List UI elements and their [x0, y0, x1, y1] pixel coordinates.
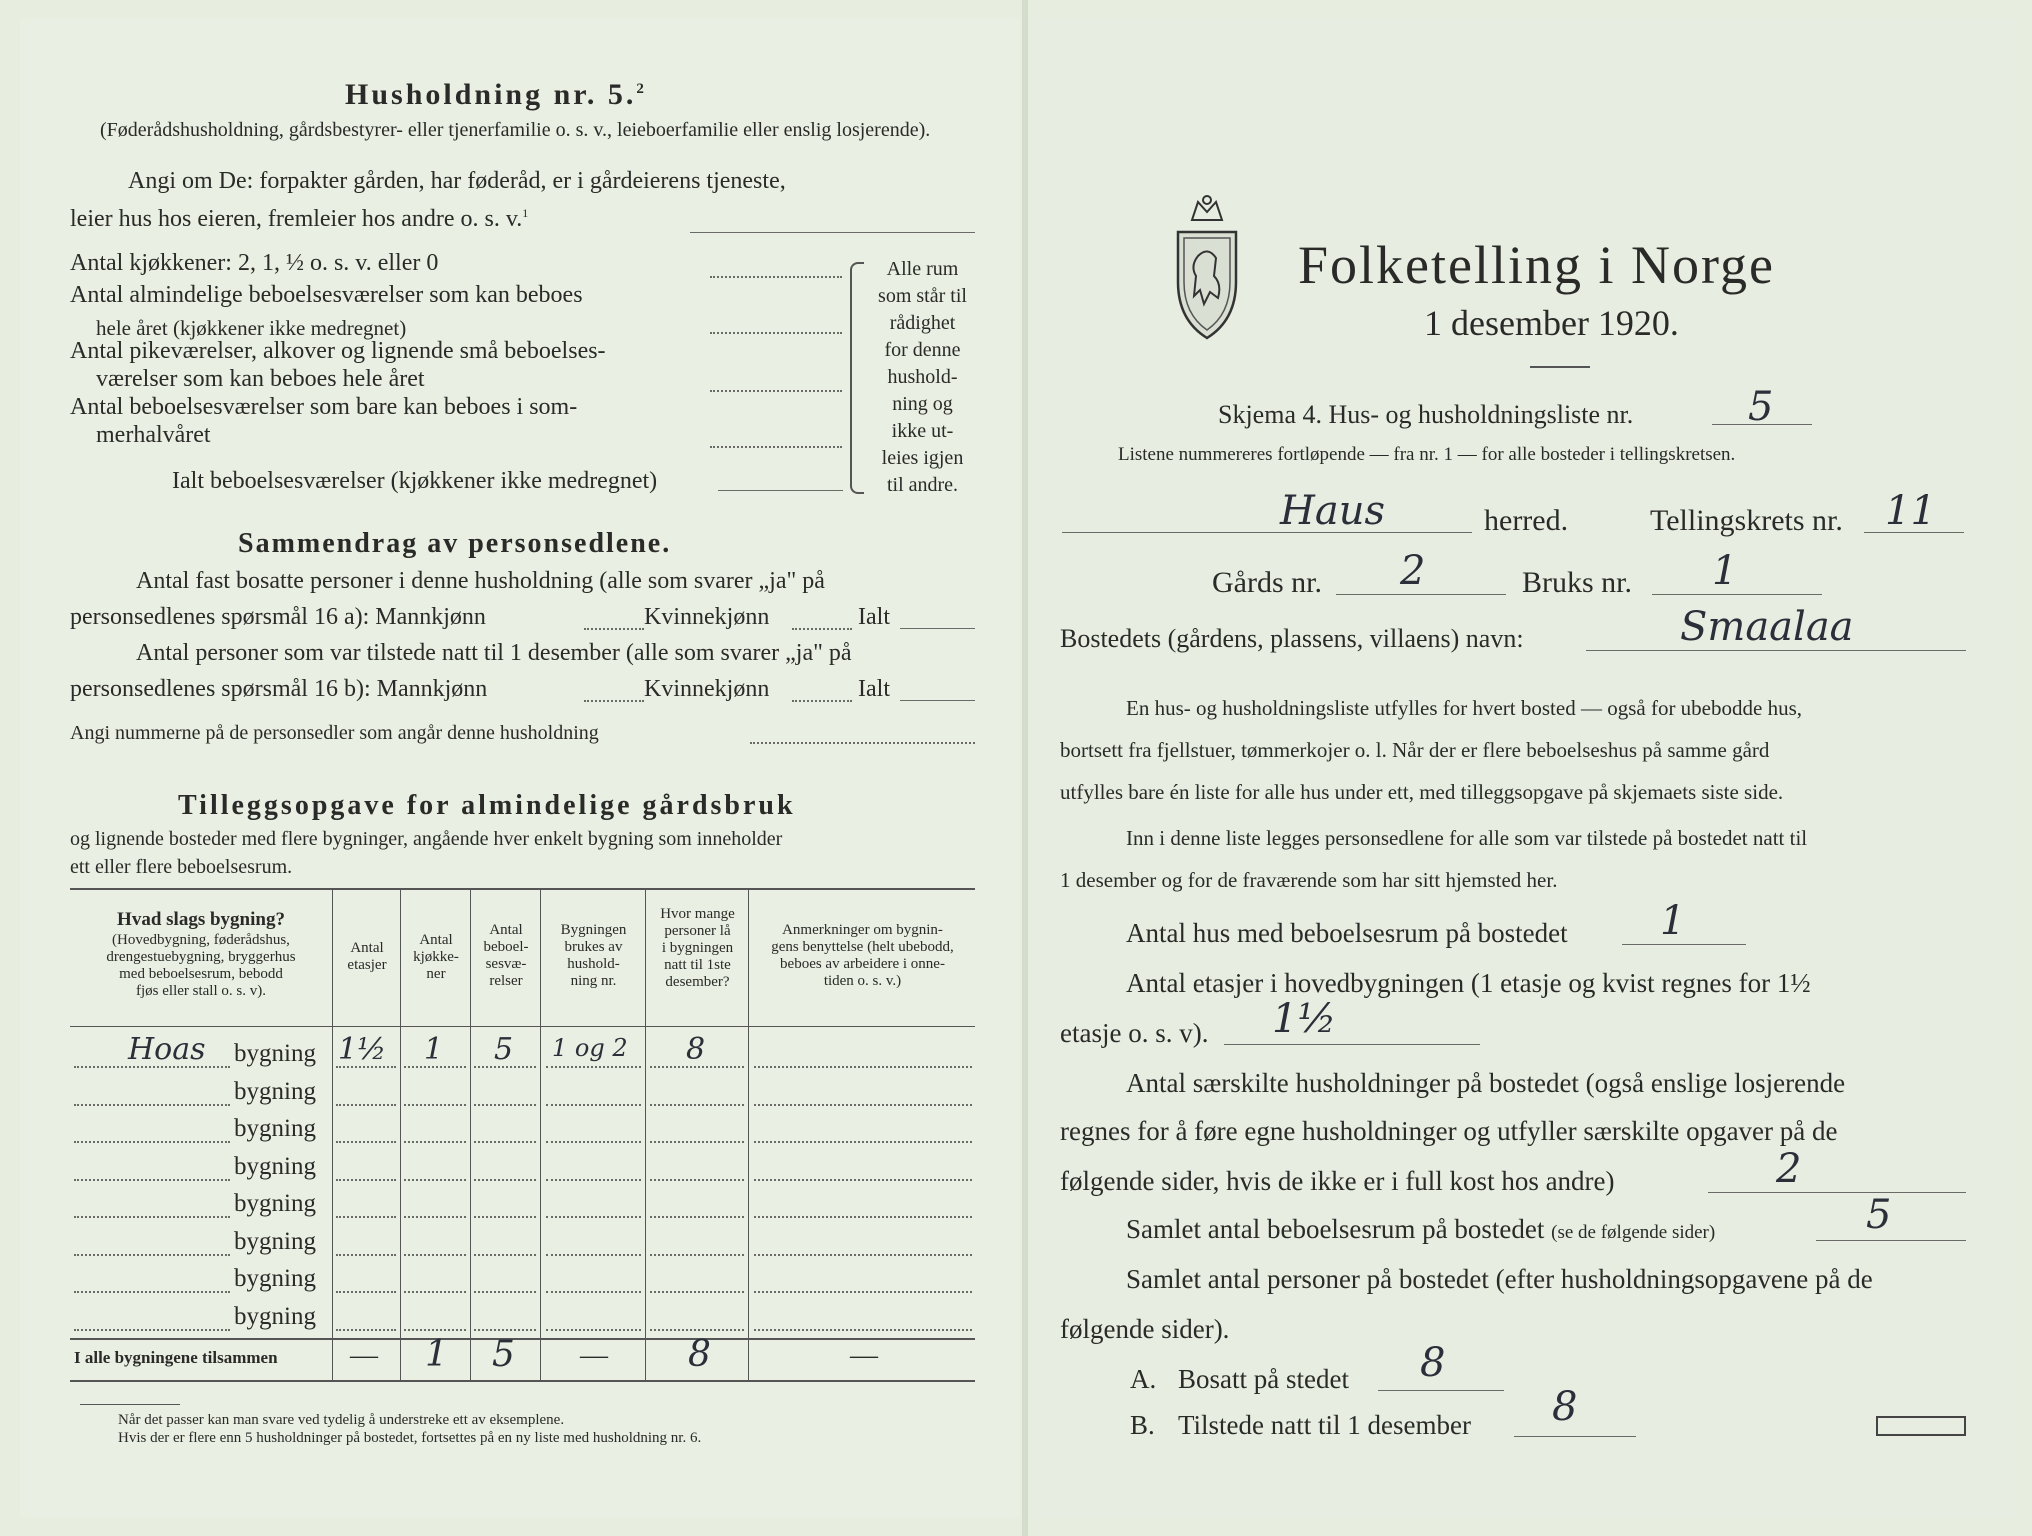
summary-1-kvinne: Kvinnekjønn	[644, 604, 770, 630]
row-cell-line	[650, 1291, 744, 1293]
th-line: i bygningen	[661, 940, 734, 956]
instruction-answer-line	[690, 232, 975, 233]
samlet-rum-value[interactable]: 5	[1866, 1192, 1892, 1238]
row-cell-line	[754, 1216, 972, 1218]
brace-note-line: ikke ut-	[891, 420, 954, 442]
rooms-line-7: merhalvåret	[96, 422, 211, 448]
row-name-line	[74, 1291, 230, 1293]
th-line: ner	[426, 966, 446, 982]
row-cell-line	[546, 1216, 641, 1218]
total-vaerelser: 5	[492, 1334, 515, 1375]
table-col-divider	[540, 890, 541, 1380]
th-line: Antal	[350, 940, 384, 956]
small-rooms-answer-line	[710, 390, 842, 392]
rooms-answer-line	[710, 332, 842, 334]
summary-1-mann-line	[584, 628, 644, 630]
row-cell-line	[336, 1179, 396, 1181]
bruks-label: Bruks nr.	[1522, 566, 1633, 599]
row-vaerelser[interactable]: 5	[494, 1032, 514, 1067]
brace-note	[870, 256, 975, 499]
th-personer	[647, 906, 748, 991]
page-fold	[1022, 0, 1028, 1536]
table-top-rule	[70, 888, 975, 890]
row-cell-line	[754, 1104, 972, 1106]
row-cell-line	[404, 1104, 466, 1106]
main-title: Folketelling i Norge	[1298, 235, 1775, 295]
row-cell-line	[650, 1254, 744, 1256]
a-label: A.	[1130, 1364, 1157, 1394]
row-cell-line	[474, 1254, 536, 1256]
summary-2-mann-line	[584, 700, 644, 702]
title-ornament-rule	[1530, 366, 1590, 368]
th-line: beboes av arbeidere i onne-	[780, 956, 945, 972]
summary-line-2b: personsedlenes spørsmål 16 b): Mannkjønn	[70, 676, 488, 702]
table-col-divider	[645, 890, 646, 1380]
a-text: Bosatt på stedet	[1178, 1364, 1349, 1394]
summary-1-ialt-line	[900, 628, 975, 629]
row-cell-line	[336, 1329, 396, 1331]
row-bygning-label: bygning	[234, 1265, 316, 1292]
a-value[interactable]: 8	[1420, 1340, 1446, 1386]
row-cell-line	[336, 1291, 396, 1293]
summary-line-1a: Antal fast bosatte personer i denne husholdning (alle som svarer „ja" på	[136, 568, 825, 594]
samlet-rum-answer-line	[1816, 1240, 1966, 1241]
row-cell-line	[404, 1216, 466, 1218]
table-col-divider	[470, 890, 471, 1380]
row-bygning-label: bygning	[234, 1115, 316, 1142]
samlet-rum-text: Samlet antal beboelsesrum på bostedet	[1126, 1214, 1545, 1244]
th-line: gens benyttelse (helt ubebodd,	[771, 939, 954, 955]
row-cell-line	[650, 1104, 744, 1106]
b-label: B.	[1130, 1410, 1155, 1440]
supplement-title: Tilleggsopgave for almindelige gårdsbruk	[178, 790, 796, 821]
herred-value[interactable]: Haus	[1280, 488, 1386, 534]
row-cell-line	[546, 1254, 641, 1256]
instruction-line-2-text: leier hus hos eieren, fremleier hos andre o. s. v.	[70, 206, 523, 232]
row-cell-line	[546, 1066, 641, 1068]
para1-line-3: utfylles bare én liste for alle hus under ett, med tilleggsopgave på skjemaets siste side.	[1060, 780, 1784, 804]
main-date: 1 desember 1920.	[1424, 303, 1679, 343]
rooms-line-4: Antal pikeværelser, alkover og lignende små beboelses-	[70, 338, 606, 364]
row-cell-line	[546, 1329, 641, 1331]
row-cell-line	[336, 1254, 396, 1256]
summer-rooms-answer-line	[710, 446, 842, 448]
total-anmerkninger: —	[850, 1340, 878, 1371]
angi-answer-line	[750, 742, 975, 744]
b-answer-line	[1514, 1436, 1636, 1437]
hush-answer-line	[1708, 1192, 1966, 1193]
gards-value[interactable]: 2	[1400, 548, 1426, 594]
row-name-line	[74, 1216, 230, 1218]
row-husholdning[interactable]: 1 og 2	[552, 1034, 628, 1062]
bruks-answer-line	[1652, 594, 1822, 595]
row-name-line	[74, 1141, 230, 1143]
para2-line-1: Inn i denne liste legges personsedlene for alle som var tilstede på bostedet natt til	[1126, 826, 1808, 850]
row-name-line	[74, 1104, 230, 1106]
th-line: kjøkke-	[413, 949, 459, 965]
hush-line-2: regnes for å føre egne husholdninger og utfyller særskilte opgaver på de	[1060, 1116, 1838, 1146]
household-title-sup: 2	[636, 81, 647, 97]
rooms-line-1: Antal kjøkkener: 2, 1, ½ o. s. v. eller 0	[70, 250, 439, 276]
total-etasjer: —	[350, 1340, 378, 1371]
row-bygning-label: bygning	[234, 1302, 316, 1330]
row-bygning-label: bygning	[234, 1227, 316, 1255]
total-kjokken: 1	[425, 1334, 448, 1375]
instruction-line-1: Angi om De: forpakter gården, har føderåd, er i gårdeierens tjeneste,	[128, 168, 786, 194]
row-name-line	[74, 1179, 230, 1181]
row-cell-line	[336, 1104, 396, 1106]
instruction-line-2	[70, 206, 528, 233]
th-line: (Hovedbygning, føderådshus,	[112, 932, 290, 948]
samlet-rum-small: (se de følgende sider)	[1551, 1222, 1716, 1243]
row-etasjer[interactable]: 1½	[338, 1032, 387, 1067]
th-line: natt til 1ste	[664, 957, 731, 973]
para2-line-2: 1 desember og for de fraværende som har sitt hjemsted her.	[1060, 868, 1558, 892]
total-personer: 8	[688, 1334, 711, 1375]
row-building-name[interactable]: Hoas	[128, 1032, 206, 1067]
row-cell-line	[546, 1291, 641, 1293]
row-cell-line	[404, 1291, 466, 1293]
th-line: desember?	[665, 974, 730, 990]
th-vaerelser	[472, 922, 540, 990]
bosted-answer-line	[1586, 650, 1966, 651]
herred-answer-line	[1062, 532, 1472, 533]
row-cell-line	[754, 1329, 972, 1331]
kitchen-answer-line	[710, 276, 842, 278]
brace-note-line: rådighet	[889, 312, 956, 334]
th-line: fjøs eller stall o. s. v).	[136, 983, 266, 999]
antal-hus-value[interactable]: 1	[1660, 898, 1686, 944]
tellingskrets-label: Tellingskrets nr.	[1650, 504, 1843, 537]
table-header-rule	[70, 1026, 975, 1027]
row-cell-line	[546, 1104, 641, 1106]
brace	[850, 262, 864, 494]
row-bygning-label: bygning	[234, 1190, 316, 1217]
th-line: Anmerkninger om bygnin-	[782, 922, 943, 938]
th-line: Antal	[489, 922, 523, 938]
brace-note-line: for denne	[884, 339, 961, 361]
total-husholdning: —	[580, 1340, 608, 1371]
row-cell-line	[754, 1179, 972, 1181]
row-bygning-label: bygning	[234, 1040, 316, 1067]
etasjer-line-1: Antal etasjer i hovedbygningen (1 etasje og kvist regnes for 1½	[1126, 968, 1811, 998]
row-name-line	[74, 1254, 230, 1256]
th-line: hushold-	[567, 956, 620, 972]
row-cell-line	[474, 1179, 536, 1181]
summary-line-1b: personsedlenes spørsmål 16 a): Mannkjønn	[70, 604, 486, 630]
samlet-pers-line-1: Samlet antal personer på bostedet (efter husholdningsopgavene på de	[1126, 1264, 1873, 1294]
rooms-line-3: hele året (kjøkkener ikke medregnet)	[96, 316, 407, 340]
bosted-value[interactable]: Smaalaa	[1680, 604, 1854, 650]
row-cell-line	[546, 1141, 641, 1143]
row-cell-line	[474, 1216, 536, 1218]
rooms-line-5: værelser som kan beboes hele året	[96, 366, 425, 392]
row-cell-line	[650, 1329, 744, 1331]
th-line: etasjer	[347, 957, 387, 973]
th-building-type-main: Hvad slags bygning?	[117, 909, 285, 930]
brace-note-line: leies igjen	[881, 447, 964, 469]
skjema-value[interactable]: 5	[1748, 384, 1774, 430]
row-cell-line	[404, 1254, 466, 1256]
summary-1-kvinne-line	[792, 628, 852, 630]
total-label: I alle bygningene tilsammen	[74, 1348, 278, 1367]
left-page	[20, 18, 1020, 1518]
summary-2-kvinne: Kvinnekjønn	[644, 676, 770, 702]
b-text: Tilstede natt til 1 desember	[1178, 1410, 1471, 1440]
gards-answer-line	[1336, 594, 1506, 595]
etasjer-line-2: etasje o. s. v).	[1060, 1018, 1209, 1048]
summary-1-ialt: Ialt	[858, 604, 890, 630]
row-cell-line	[650, 1179, 744, 1181]
th-line: Bygningen	[560, 922, 627, 938]
footnote-2: Hvis der er flere enn 5 husholdninger på bostedet, fortsettes på en ny liste med husholdning nr. 6.	[118, 1430, 702, 1446]
bosted-label: Bostedets (gårdens, plassens, villaens) navn:	[1060, 624, 1524, 653]
th-husholdning	[542, 922, 645, 990]
row-kjokken[interactable]: 1	[424, 1032, 444, 1067]
angi-nummerne: Angi nummerne på de personsedler som angår denne husholdning	[70, 722, 599, 744]
th-etasjer	[334, 940, 400, 974]
rooms-line-2: Antal almindelige beboelsesværelser som kan beboes	[70, 282, 583, 308]
row-cell-line	[754, 1254, 972, 1256]
th-line: tiden o. s. v.)	[823, 973, 902, 989]
th-line: Antal	[419, 932, 453, 948]
th-line: brukes av	[564, 939, 623, 955]
table-col-divider	[332, 890, 333, 1380]
samlet-rum-label	[1126, 1214, 1715, 1245]
th-line: drengestuebygning, bryggerhus	[106, 949, 296, 965]
footnote-1: Når det passer kan man svare ved tydelig å understreke ett av eksemplene.	[118, 1412, 565, 1428]
herred-label: herred.	[1484, 504, 1569, 537]
brace-note-line: til andre.	[886, 474, 959, 496]
antal-hus-answer-line	[1622, 944, 1746, 945]
supplement-text-2: ett eller flere beboelsesrum.	[70, 856, 293, 878]
th-line: Hvor mange	[660, 906, 735, 922]
table-col-divider	[748, 890, 749, 1380]
row-cell-line	[404, 1179, 466, 1181]
th-kjokkener	[402, 932, 470, 983]
row-cell-line	[546, 1179, 641, 1181]
rooms-line-6: Antal beboelsesværelser som bare kan beboes i som-	[70, 394, 578, 420]
gards-label: Gårds nr.	[1212, 566, 1322, 599]
th-building-type	[72, 908, 330, 1000]
summary-2-ialt: Ialt	[858, 676, 890, 702]
hush-value[interactable]: 2	[1776, 1146, 1802, 1192]
row-cell-line	[474, 1141, 536, 1143]
rooms-total: Ialt beboelsesværelser (kjøkkener ikke medregnet)	[172, 468, 658, 494]
a-answer-line	[1378, 1390, 1504, 1391]
skjema-label: Skjema 4. Hus- og husholdningsliste nr.	[1218, 400, 1634, 429]
row-cell-line	[336, 1216, 396, 1218]
samlet-pers-line-2: følgende sider).	[1060, 1314, 1230, 1344]
row-bygning-label: bygning	[234, 1152, 316, 1180]
row-personer[interactable]: 8	[686, 1032, 706, 1067]
summary-line-2a: Antal personer som var tilstede natt til 1 desember (alle som svarer „ja" på	[136, 640, 852, 666]
row-cell-line	[474, 1104, 536, 1106]
listene-note: Listene nummereres fortløpende — fra nr. 1 — for alle bosteder i tellingskretsen.	[1118, 444, 1736, 465]
summary-title: Sammendrag av personsedlene.	[238, 528, 672, 559]
table-col-divider	[400, 890, 401, 1380]
th-line: relser	[489, 973, 523, 989]
row-cell-line	[336, 1141, 396, 1143]
etasjer-value[interactable]: 1½	[1272, 996, 1337, 1042]
summary-2-ialt-line	[900, 700, 975, 701]
row-bygning-label: bygning	[234, 1077, 316, 1105]
th-line: sesvæ-	[485, 956, 527, 972]
total-rooms-answer-line	[718, 490, 843, 491]
row-cell-line	[474, 1291, 536, 1293]
hush-line-3: følgende sider, hvis de ikke er i full kost hos andre)	[1060, 1166, 1615, 1196]
para1-line-2: bortsett fra fjellstuer, tømmerkojer o. l. Når der er flere beboelseshus på samme gård	[1060, 738, 1770, 762]
footnote-rule	[80, 1404, 180, 1405]
brace-note-line: som står til	[878, 285, 967, 307]
coat-of-arms-icon	[1170, 192, 1244, 342]
th-line: beboel-	[483, 939, 529, 955]
brace-note-line: hushold-	[887, 366, 958, 388]
row-cell-line	[404, 1329, 466, 1331]
th-line: ning nr.	[570, 973, 617, 989]
row-cell-line	[754, 1291, 972, 1293]
instruction-line-2-sup: 1	[522, 206, 529, 220]
printer-stamp	[1876, 1416, 1966, 1436]
para1-line-1: En hus- og husholdningsliste utfylles for hvert bosted — også for ubebodde hus,	[1126, 696, 1802, 720]
row-cell-line	[650, 1141, 744, 1143]
bruks-value[interactable]: 1	[1712, 548, 1738, 594]
row-name-line	[74, 1329, 230, 1331]
household-title	[345, 78, 647, 112]
hush-line-1: Antal særskilte husholdninger på bostedet (også enslige losjerende	[1126, 1068, 1846, 1098]
th-line: personer lå	[664, 923, 731, 939]
antal-hus-label: Antal hus med beboelsesrum på bostedet	[1126, 918, 1568, 948]
household-subtitle: (Føderådshusholdning, gårdsbestyrer- eller tjenerfamilie o. s. v., leieboerfamilie eller enslig losjerende).	[100, 119, 931, 141]
supplement-text-1: og lignende bosteder med flere bygninger, angående hver enkelt bygning som inneholder	[70, 828, 783, 850]
summary-2-kvinne-line	[792, 700, 852, 702]
row-cell-line	[754, 1066, 972, 1068]
row-cell-line	[650, 1216, 744, 1218]
tellingskrets-value[interactable]: 11	[1885, 488, 1936, 534]
row-cell-line	[754, 1141, 972, 1143]
table-total-rule	[70, 1338, 975, 1340]
b-value[interactable]: 8	[1552, 1384, 1578, 1430]
row-cell-line	[404, 1141, 466, 1143]
brace-note-line: Alle rum	[886, 258, 959, 280]
th-anmerkninger	[750, 922, 975, 990]
etasjer-answer-line	[1224, 1044, 1480, 1045]
th-line: med beboelsesrum, bebodd	[119, 966, 283, 982]
brace-note-line: ning og	[892, 393, 953, 415]
table-bottom-rule	[70, 1380, 975, 1382]
household-title-text: Husholdning nr. 5.	[345, 78, 637, 111]
row-cell-line	[474, 1329, 536, 1331]
